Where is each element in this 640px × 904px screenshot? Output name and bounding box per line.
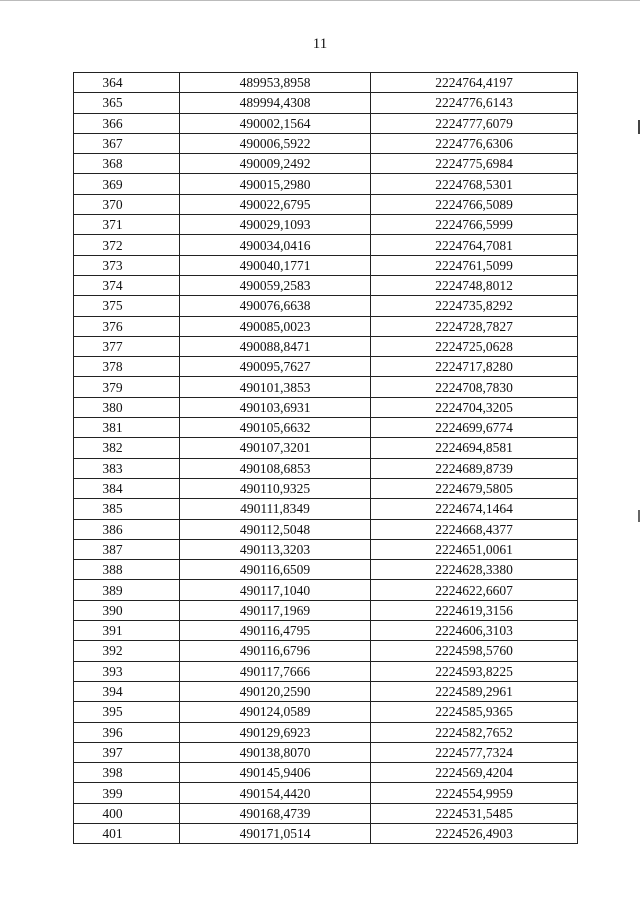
table-row <box>74 661 578 681</box>
point-number-cell: 365 <box>74 93 180 113</box>
table-row <box>74 73 578 93</box>
x-coordinate-cell: 490006,5922 <box>180 133 371 153</box>
table-row <box>74 742 578 762</box>
x-coordinate-cell: 490095,7627 <box>180 357 371 377</box>
point-number-cell: 373 <box>74 255 180 275</box>
table-row <box>74 763 578 783</box>
point-number-cell: 381 <box>74 418 180 438</box>
x-coordinate-cell: 490040,1771 <box>180 255 371 275</box>
y-coordinate-cell: 2224554,9959 <box>371 783 578 803</box>
table-row <box>74 336 578 356</box>
table-row <box>74 803 578 823</box>
table-row <box>74 702 578 722</box>
coordinates-table <box>73 72 578 844</box>
table-row <box>74 600 578 620</box>
table-row <box>74 418 578 438</box>
table-row <box>74 560 578 580</box>
point-number-cell: 379 <box>74 377 180 397</box>
table-row <box>74 296 578 316</box>
point-number-cell: 370 <box>74 194 180 214</box>
y-coordinate-cell: 2224766,5999 <box>371 215 578 235</box>
y-coordinate-cell: 2224704,3205 <box>371 397 578 417</box>
point-number-cell: 374 <box>74 275 180 295</box>
y-coordinate-cell: 2224628,3380 <box>371 560 578 580</box>
y-coordinate-cell: 2224725,0628 <box>371 336 578 356</box>
table-row <box>74 519 578 539</box>
page-number: 11 <box>312 36 328 52</box>
y-coordinate-cell: 2224585,9365 <box>371 702 578 722</box>
point-number-cell: 366 <box>74 113 180 133</box>
y-coordinate-cell: 2224569,4204 <box>371 763 578 783</box>
x-coordinate-cell: 490076,6638 <box>180 296 371 316</box>
point-number-cell: 397 <box>74 742 180 762</box>
table-row <box>74 194 578 214</box>
y-coordinate-cell: 2224728,7827 <box>371 316 578 336</box>
y-coordinate-cell: 2224717,8280 <box>371 357 578 377</box>
point-number-cell: 385 <box>74 499 180 519</box>
point-number-cell: 387 <box>74 539 180 559</box>
x-coordinate-cell: 490108,6853 <box>180 458 371 478</box>
x-coordinate-cell: 490117,7666 <box>180 661 371 681</box>
point-number-cell: 377 <box>74 336 180 356</box>
table-row <box>74 397 578 417</box>
x-coordinate-cell: 490103,6931 <box>180 397 371 417</box>
point-number-cell: 395 <box>74 702 180 722</box>
table-row <box>74 681 578 701</box>
y-coordinate-cell: 2224699,6774 <box>371 418 578 438</box>
table-row <box>74 174 578 194</box>
y-coordinate-cell: 2224761,5099 <box>371 255 578 275</box>
table-row <box>74 641 578 661</box>
y-coordinate-cell: 2224776,6143 <box>371 93 578 113</box>
y-coordinate-cell: 2224748,8012 <box>371 275 578 295</box>
point-number-cell: 376 <box>74 316 180 336</box>
table-row <box>74 478 578 498</box>
x-coordinate-cell: 490059,2583 <box>180 275 371 295</box>
x-coordinate-cell: 490116,6509 <box>180 560 371 580</box>
x-coordinate-cell: 490029,1093 <box>180 215 371 235</box>
point-number-cell: 382 <box>74 438 180 458</box>
y-coordinate-cell: 2224593,8225 <box>371 661 578 681</box>
y-coordinate-cell: 2224668,4377 <box>371 519 578 539</box>
point-number-cell: 371 <box>74 215 180 235</box>
x-coordinate-cell: 490117,1040 <box>180 580 371 600</box>
table-row <box>74 93 578 113</box>
table-row <box>74 357 578 377</box>
x-coordinate-cell: 490113,3203 <box>180 539 371 559</box>
table-row <box>74 377 578 397</box>
point-number-cell: 392 <box>74 641 180 661</box>
x-coordinate-cell: 490145,9406 <box>180 763 371 783</box>
x-coordinate-cell: 490129,6923 <box>180 722 371 742</box>
point-number-cell: 401 <box>74 823 180 843</box>
x-coordinate-cell: 490110,9325 <box>180 478 371 498</box>
x-coordinate-cell: 490034,0416 <box>180 235 371 255</box>
y-coordinate-cell: 2224766,5089 <box>371 194 578 214</box>
table-row <box>74 783 578 803</box>
y-coordinate-cell: 2224708,7830 <box>371 377 578 397</box>
point-number-cell: 384 <box>74 478 180 498</box>
y-coordinate-cell: 2224764,7081 <box>371 235 578 255</box>
point-number-cell: 394 <box>74 681 180 701</box>
x-coordinate-cell: 490112,5048 <box>180 519 371 539</box>
y-coordinate-cell: 2224735,8292 <box>371 296 578 316</box>
table-row <box>74 823 578 843</box>
x-coordinate-cell: 490171,0514 <box>180 823 371 843</box>
table-row <box>74 275 578 295</box>
x-coordinate-cell: 490116,4795 <box>180 621 371 641</box>
x-coordinate-cell: 490111,8349 <box>180 499 371 519</box>
x-coordinate-cell: 490015,2980 <box>180 174 371 194</box>
point-number-cell: 383 <box>74 458 180 478</box>
point-number-cell: 364 <box>74 73 180 93</box>
y-coordinate-cell: 2224589,2961 <box>371 681 578 701</box>
table-row <box>74 580 578 600</box>
table-row <box>74 235 578 255</box>
y-coordinate-cell: 2224764,4197 <box>371 73 578 93</box>
x-coordinate-cell: 490138,8070 <box>180 742 371 762</box>
table-row <box>74 255 578 275</box>
x-coordinate-cell: 490154,4420 <box>180 783 371 803</box>
point-number-cell: 378 <box>74 357 180 377</box>
x-coordinate-cell: 490009,2492 <box>180 154 371 174</box>
point-number-cell: 388 <box>74 560 180 580</box>
y-coordinate-cell: 2224622,6607 <box>371 580 578 600</box>
y-coordinate-cell: 2224577,7324 <box>371 742 578 762</box>
y-coordinate-cell: 2224582,7652 <box>371 722 578 742</box>
x-coordinate-cell: 490085,0023 <box>180 316 371 336</box>
x-coordinate-cell: 490101,3853 <box>180 377 371 397</box>
point-number-cell: 400 <box>74 803 180 823</box>
point-number-cell: 396 <box>74 722 180 742</box>
y-coordinate-cell: 2224689,8739 <box>371 458 578 478</box>
x-coordinate-cell: 490117,1969 <box>180 600 371 620</box>
point-number-cell: 393 <box>74 661 180 681</box>
point-number-cell: 389 <box>74 580 180 600</box>
table-row <box>74 539 578 559</box>
point-number-cell: 398 <box>74 763 180 783</box>
page-top-edge <box>0 0 640 1</box>
x-coordinate-cell: 490105,6632 <box>180 418 371 438</box>
point-number-cell: 391 <box>74 621 180 641</box>
point-number-cell: 368 <box>74 154 180 174</box>
x-coordinate-cell: 490120,2590 <box>180 681 371 701</box>
x-coordinate-cell: 490088,8471 <box>180 336 371 356</box>
table-row <box>74 458 578 478</box>
table-row <box>74 215 578 235</box>
x-coordinate-cell: 490022,6795 <box>180 194 371 214</box>
point-number-cell: 390 <box>74 600 180 620</box>
x-coordinate-cell: 490124,0589 <box>180 702 371 722</box>
table-row <box>74 316 578 336</box>
y-coordinate-cell: 2224619,3156 <box>371 600 578 620</box>
y-coordinate-cell: 2224526,4903 <box>371 823 578 843</box>
y-coordinate-cell: 2224598,5760 <box>371 641 578 661</box>
point-number-cell: 399 <box>74 783 180 803</box>
table-row <box>74 154 578 174</box>
y-coordinate-cell: 2224651,0061 <box>371 539 578 559</box>
y-coordinate-cell: 2224776,6306 <box>371 133 578 153</box>
y-coordinate-cell: 2224694,8581 <box>371 438 578 458</box>
table-row <box>74 438 578 458</box>
coordinates-table-body <box>74 73 578 844</box>
table-row <box>74 722 578 742</box>
x-coordinate-cell: 490107,3201 <box>180 438 371 458</box>
table-row <box>74 113 578 133</box>
point-number-cell: 372 <box>74 235 180 255</box>
table-row <box>74 499 578 519</box>
table-row <box>74 133 578 153</box>
y-coordinate-cell: 2224606,3103 <box>371 621 578 641</box>
y-coordinate-cell: 2224674,1464 <box>371 499 578 519</box>
point-number-cell: 367 <box>74 133 180 153</box>
point-number-cell: 375 <box>74 296 180 316</box>
y-coordinate-cell: 2224531,5485 <box>371 803 578 823</box>
table-row <box>74 621 578 641</box>
x-coordinate-cell: 489994,4308 <box>180 93 371 113</box>
x-coordinate-cell: 490116,6796 <box>180 641 371 661</box>
x-coordinate-cell: 489953,8958 <box>180 73 371 93</box>
y-coordinate-cell: 2224775,6984 <box>371 154 578 174</box>
x-coordinate-cell: 490002,1564 <box>180 113 371 133</box>
y-coordinate-cell: 2224768,5301 <box>371 174 578 194</box>
y-coordinate-cell: 2224777,6079 <box>371 113 578 133</box>
y-coordinate-cell: 2224679,5805 <box>371 478 578 498</box>
point-number-cell: 386 <box>74 519 180 539</box>
point-number-cell: 369 <box>74 174 180 194</box>
x-coordinate-cell: 490168,4739 <box>180 803 371 823</box>
point-number-cell: 380 <box>74 397 180 417</box>
